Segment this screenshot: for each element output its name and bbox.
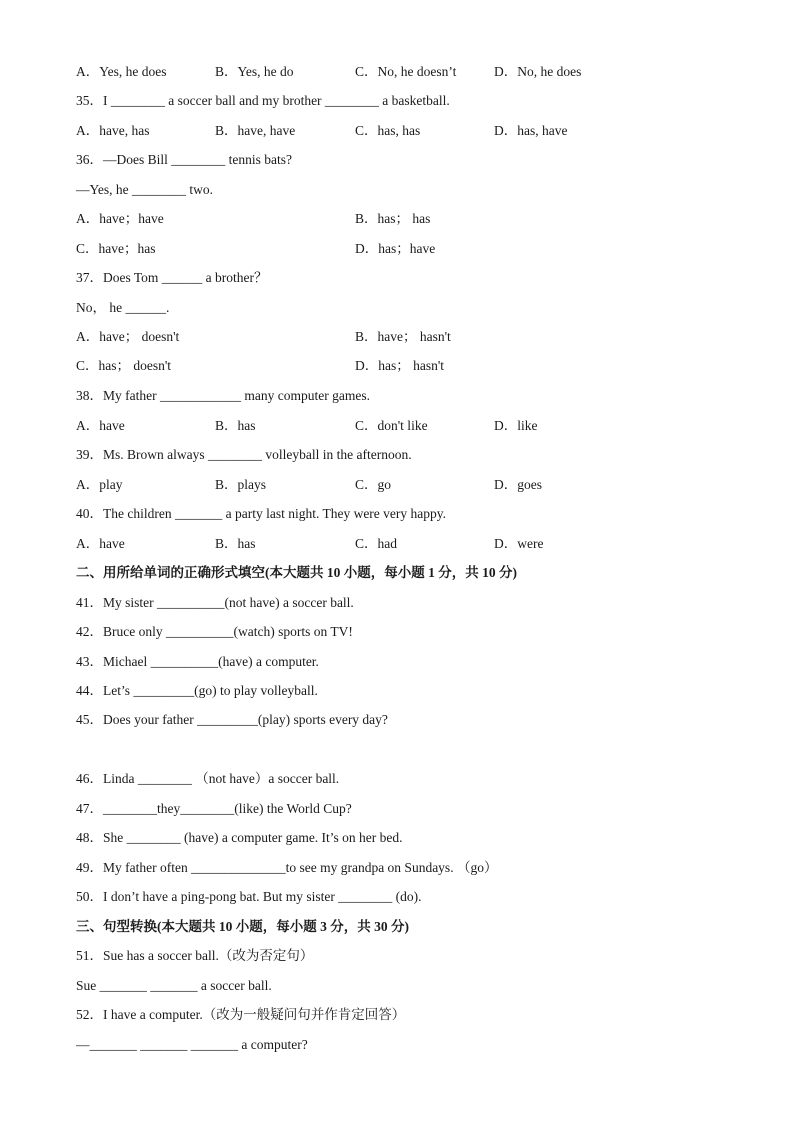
q50-item: 50．I don’t have a ping-pong bat. But my sister ________ (do). — [76, 889, 422, 904]
q38-option-c: C．don't like — [355, 418, 428, 433]
q52-item: 52．I have a computer.（改为一般疑问句并作肯定回答） — [76, 1007, 406, 1022]
q48-item: 48．She ________ (have) a computer game. It’s on her bed. — [76, 830, 403, 845]
q40-option-d: D．were — [494, 536, 544, 551]
q39-stem: 39．Ms. Brown always ________ volleyball in the afternoon. — [76, 447, 412, 462]
q36-option-d: D．has；have — [355, 241, 436, 256]
q35-options — [76, 122, 636, 140]
q34-option-c: C．No, he doesn’t — [355, 64, 457, 79]
q38-option-d: D．like — [494, 418, 538, 433]
q37-options-row1 — [76, 328, 636, 346]
q44-item: 44．Let’s _________(go) to play volleyball. — [76, 683, 318, 698]
q36-option-b: B．has； has — [355, 211, 431, 226]
q37-stem: 37．Does Tom ______ a brother？ — [76, 270, 268, 285]
q45-item: 45．Does your father _________(play) sports every day? — [76, 712, 388, 727]
q35-option-a: A．have, has — [76, 123, 150, 138]
q43-item: 43．Michael __________(have) a computer. — [76, 654, 319, 669]
q35-option-d: D．has, have — [494, 123, 568, 138]
q36-options-row2 — [76, 240, 636, 258]
q39-option-b: B．plays — [215, 477, 267, 492]
q35-option-b: B．have, have — [215, 123, 296, 138]
q38-options — [76, 417, 636, 435]
q38-stem: 38．My father ____________ many computer games. — [76, 388, 370, 403]
q39-option-d: D．goes — [494, 477, 542, 492]
q37-stem-answer: No， he ______. — [76, 300, 170, 315]
q52-answer-line: —_______ _______ _______ a computer? — [76, 1037, 308, 1052]
q37-option-a: A．have； doesn't — [76, 329, 180, 344]
q37-option-d: D．has； hasn't — [355, 358, 445, 373]
q36-options-row1 — [76, 210, 636, 228]
q34-option-d: D．No, he does — [494, 64, 582, 79]
q37-options-row2 — [76, 357, 636, 375]
q51-item: 51．Sue has a soccer ball.（改为否定句） — [76, 948, 314, 963]
section3-heading: 三、句型转换(本大题共 10 小题，每小题 3 分，共 30 分) — [76, 919, 409, 934]
q35-option-c: C．has, has — [355, 123, 421, 138]
q34-option-b: B．Yes, he do — [215, 64, 294, 79]
q40-options — [76, 535, 636, 553]
q38-option-a: A．have — [76, 418, 125, 433]
q46-item: 46．Linda ________ （not have）a soccer ball. — [76, 771, 340, 786]
q38-option-b: B．has — [215, 418, 256, 433]
q47-item: 47．________they________(like) the World Cup? — [76, 801, 352, 816]
q39-option-a: A．play — [76, 477, 123, 492]
q37-option-b: B．have； hasn't — [355, 329, 451, 344]
q36-stem: 36．—Does Bill ________ tennis bats? — [76, 152, 292, 167]
q37-option-c: C．has； doesn't — [76, 358, 172, 373]
q40-option-b: B．has — [215, 536, 256, 551]
q42-item: 42．Bruce only __________(watch) sports on TV! — [76, 624, 353, 639]
q34-option-a: A．Yes, he does — [76, 64, 167, 79]
q36-option-a: A．have；have — [76, 211, 164, 226]
q34-options — [76, 63, 636, 81]
q49-item: 49．My father often ______________to see my grandpa on Sundays. （go） — [76, 860, 498, 875]
q39-option-c: C．go — [355, 477, 392, 492]
q36-option-c: C．have；has — [76, 241, 156, 256]
q40-stem: 40．The children _______ a party last night. They were very happy. — [76, 506, 447, 521]
q35-stem: 35．I ________ a soccer ball and my brother ________ a basketball. — [76, 93, 450, 108]
section2-heading: 二、用所给单词的正确形式填空(本大题共 10 小题，每小题 1 分，共 10 分) — [76, 565, 517, 580]
q40-option-a: A．have — [76, 536, 125, 551]
q51-answer-line: Sue _______ _______ a soccer ball. — [76, 978, 272, 993]
q39-options — [76, 476, 636, 494]
q41-item: 41．My sister __________(not have) a soccer ball. — [76, 595, 354, 610]
q36-stem-answer: —Yes, he ________ two. — [76, 182, 214, 197]
q40-option-c: C．had — [355, 536, 397, 551]
